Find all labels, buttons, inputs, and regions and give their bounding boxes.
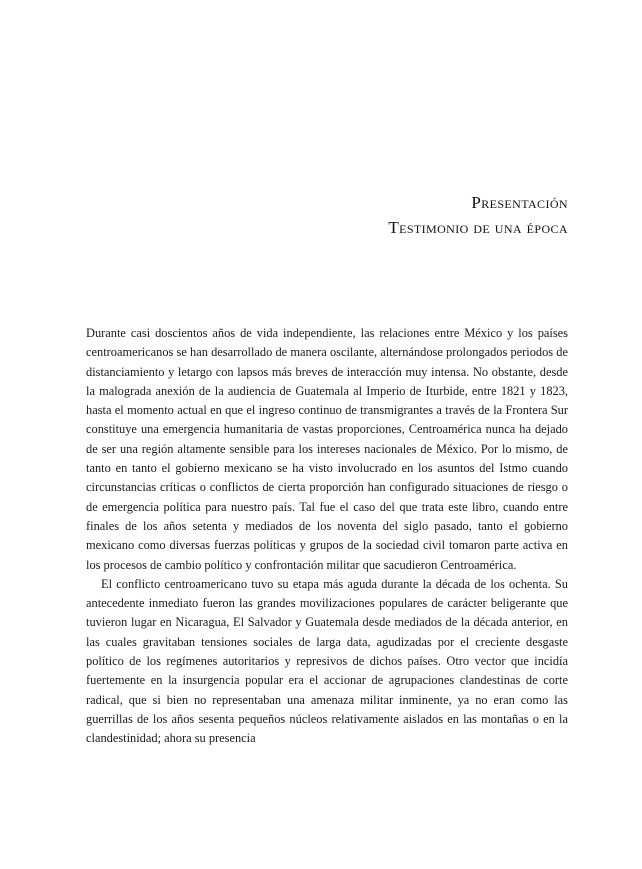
chapter-subtitle: Testimonio de una época <box>388 218 568 237</box>
body-text <box>86 324 568 749</box>
paragraph-1: Durante casi doscientos años de vida independiente, las relaciones entre México y los países centroamericanos se han desarrollado de manera oscilante, alternándose prolongados periodos de distanciamiento y letargo con lapsos más breves de interacción muy intensa. No obstante, desde la malograda anexión de la audiencia de Guatemala al Imperio de Iturbide, entre 1821 y 1823, hasta el momento actual en que el ingreso continuo de transmigrantes a través de la Frontera Sur constituye una emergencia humanitaria de vastas proporciones, Centroamérica nunca ha dejado de ser una región altamente sensible para los intereses nacionales de México. Por lo mismo, de tanto en tanto el gobierno mexicano se ha visto involucrado en los asuntos del Istmo cuando circunstancias críticas o conflictos de cierta proporción han configurado situaciones de riesgo o de emergencia política para nuestro país. Tal fue el caso del que trata este libro, cuando entre finales de los años setenta y mediados de los noventa del siglo pasado, tanto el gobierno mexicano como diversas fuerzas políticas y grupos de la sociedad civil tomaron parte activa en los procesos de cambio político y confrontación militar que sacudieron Centroamérica. <box>86 326 568 572</box>
chapter-heading <box>388 190 568 240</box>
chapter-title: Presentación <box>471 193 568 212</box>
paragraph-2: El conflicto centroamericano tuvo su etapa más aguda durante la década de los ochenta. Su antecedente inmediato fueron las grandes movilizaciones populares de carácter beligerante que tuvieron lugar en Nicaragua, El Salvador y Guatemala desde mediados de la década anterior, en las cuales gravitaban tensiones sociales de larga data, agudizadas por el creciente desgaste político de los regímenes autoritarios y represivos de dichos países. Otro vector que incidía fuertemente en la insurgencia popular era el accionar de agrupaciones clandestinas de corte radical, que si bien no representaban una amenaza militar inminente, ya no eran como las guerrillas de los años sesenta pequeños núcleos relativamente aislados en las montañas o en la clandestinidad; ahora su presencia <box>86 576 568 746</box>
